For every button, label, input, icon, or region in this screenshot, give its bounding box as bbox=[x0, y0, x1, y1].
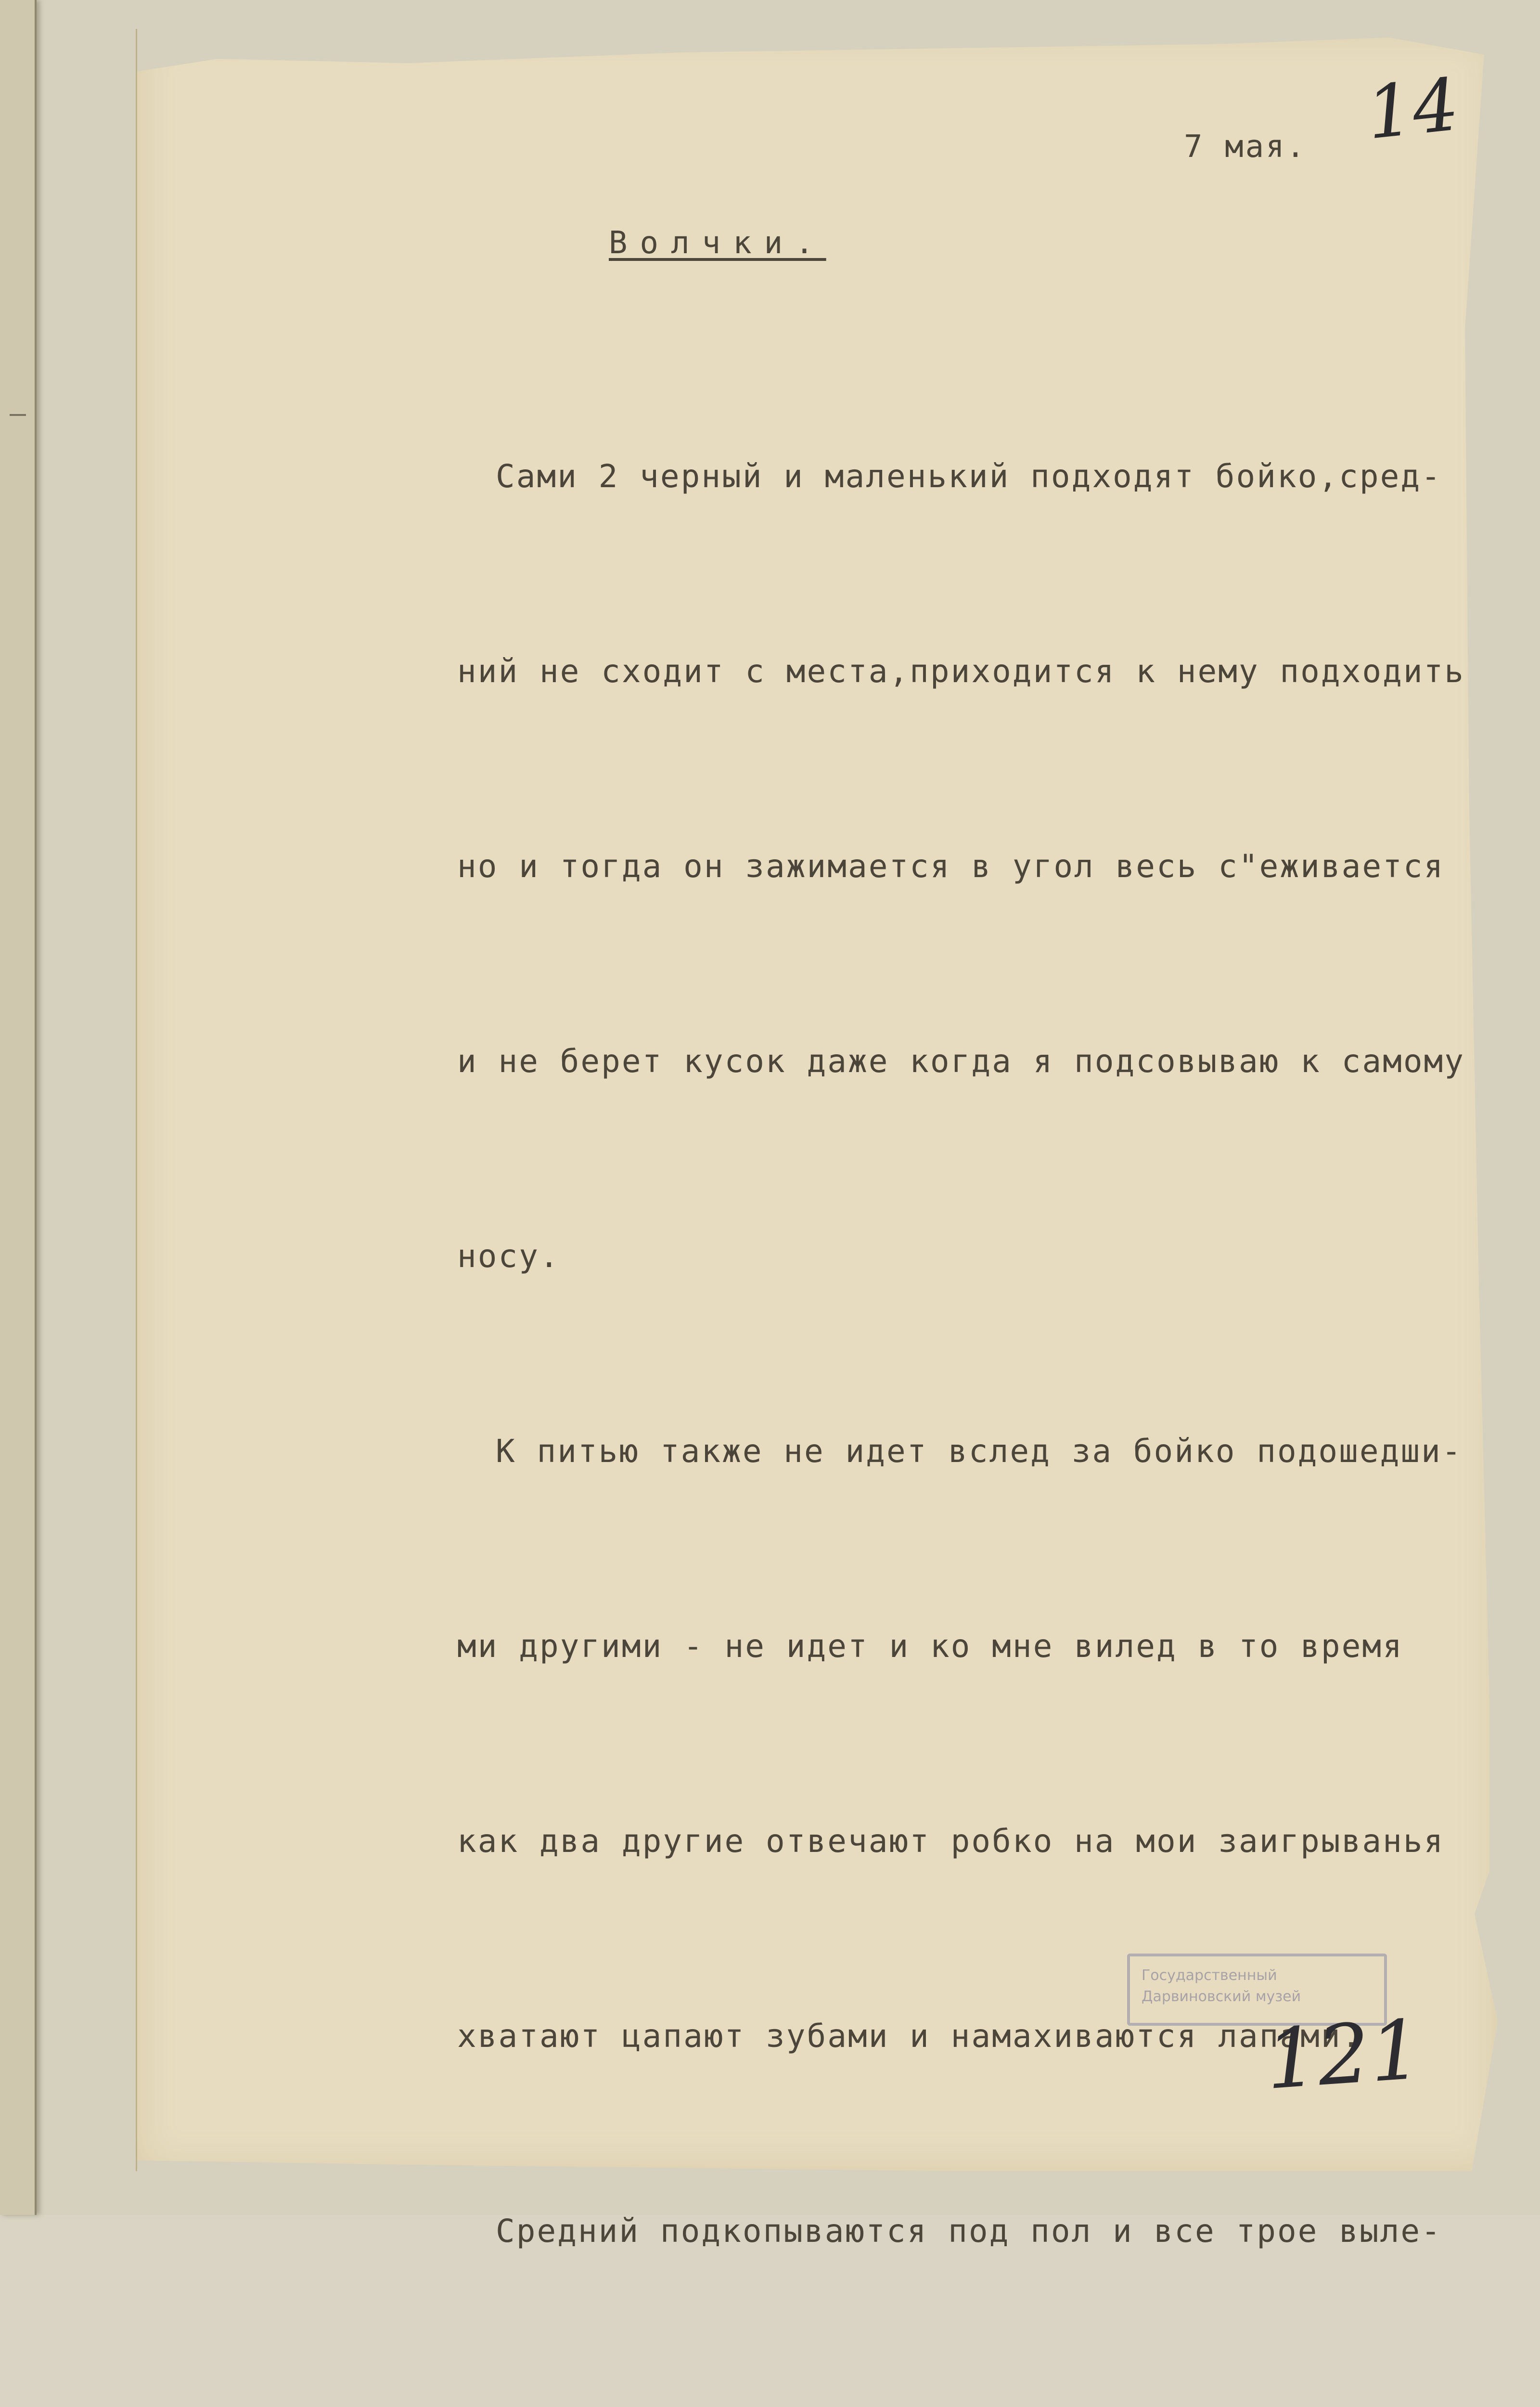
handwritten-archive-number: 121 bbox=[1262, 2002, 1425, 2109]
adjacent-page-edge bbox=[0, 0, 37, 2215]
body-line: но и тогда он зажимается в угол весь с"еживается bbox=[457, 848, 1445, 885]
document-title: Волчки. bbox=[609, 225, 826, 261]
handwritten-page-number: 14 bbox=[1362, 63, 1463, 156]
adjacent-page-mark bbox=[10, 414, 26, 416]
body-line: ми другими - не идет и ко мне вилед в то время bbox=[457, 1628, 1403, 1665]
body-line: ний не сходит с места,приходится к нему подходить bbox=[457, 653, 1465, 690]
paper-left-edge bbox=[136, 29, 137, 2171]
document-date: 7 мая. bbox=[1184, 129, 1307, 165]
body-line: Сами 2 черный и маленький подходят бойко,сред- bbox=[496, 458, 1442, 495]
body-line: К питью также не идет вслед за бойко подошедши- bbox=[496, 1433, 1463, 1470]
body-line: носу. bbox=[457, 1238, 560, 1275]
body-line: как два другие отвечают робко на мои заигрыванья bbox=[457, 1823, 1445, 1860]
body-line: хватают цапают зубами и намахиваются лапами. bbox=[457, 2018, 1362, 2055]
body-line: Средний подкопываются под пол и все трое выле- bbox=[496, 2213, 1442, 2250]
body-line: и не берет кусок даже когда я подсовываю к самому bbox=[457, 1043, 1465, 1080]
stamp-line: Государственный bbox=[1142, 1967, 1277, 1984]
body-line bbox=[457, 2394, 1465, 2407]
stamp-line: Дарвиновский музей bbox=[1142, 1988, 1301, 2005]
